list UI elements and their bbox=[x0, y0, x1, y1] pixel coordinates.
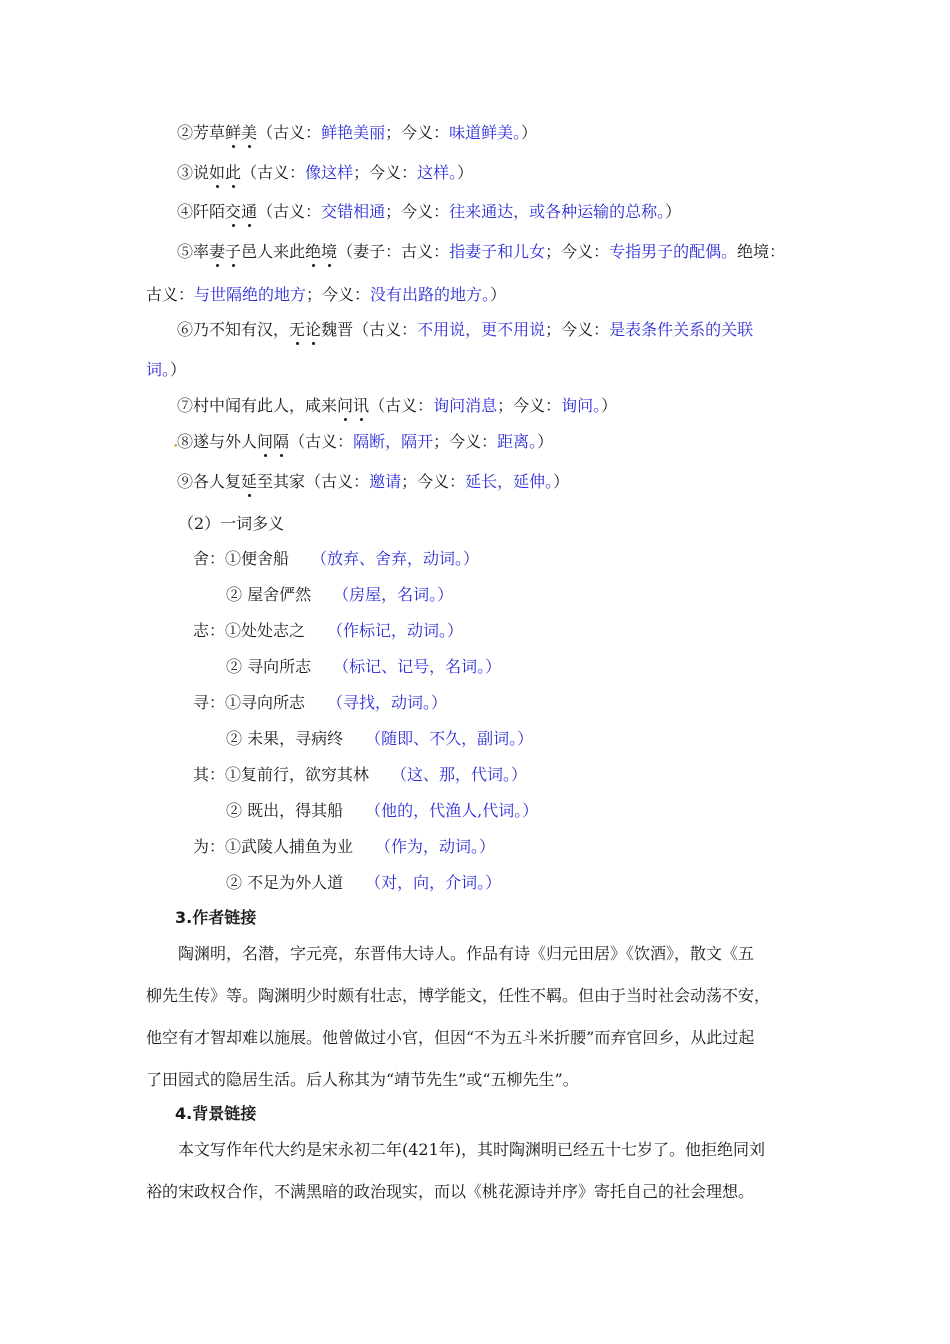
paragraph-line bbox=[146, 1181, 754, 1203]
section-title-2 bbox=[178, 513, 284, 535]
dotted-word: 妻子 bbox=[209, 242, 242, 261]
label-modern: ；今义： bbox=[385, 123, 450, 142]
phrase-post: 魏晋 bbox=[321, 320, 354, 339]
item-number: ② bbox=[226, 873, 243, 892]
phrase-pre: 各人复 bbox=[193, 472, 242, 491]
gujin-item bbox=[177, 122, 537, 144]
dotted-word: 阡陌交通 bbox=[193, 202, 258, 221]
polysemy-char: 寻： bbox=[193, 693, 226, 712]
example-phrase: 未果，寻病终 bbox=[242, 729, 344, 748]
close-paren: ） bbox=[457, 163, 474, 182]
example-phrase: 屋舍俨然 bbox=[242, 585, 312, 604]
gloss: （随即、不久，副词。） bbox=[365, 729, 534, 748]
polysemy-item bbox=[193, 764, 527, 786]
gujin-item bbox=[177, 319, 753, 341]
phrase-mid: 邑人来此 bbox=[241, 242, 306, 261]
polysemy-item bbox=[226, 800, 538, 822]
phrase-pre: 乃不知有汉， bbox=[193, 320, 290, 339]
example-phrase: 便舍船 bbox=[241, 549, 290, 568]
label-modern: ；今义： bbox=[306, 285, 371, 304]
gloss: （他的，代渔人,代词。） bbox=[365, 801, 539, 820]
item-number: ② bbox=[177, 123, 194, 142]
item-number: ① bbox=[225, 621, 242, 640]
item-number: ⑦ bbox=[177, 396, 194, 415]
label-modern: ；今义： bbox=[545, 320, 610, 339]
gujin-item-5-continuation bbox=[146, 284, 506, 306]
gloss: （寻找，动词。） bbox=[327, 693, 448, 712]
modern-meaning: 往来通达，或各种运输的总称。 bbox=[449, 202, 666, 221]
dotted-word: 问讯 bbox=[337, 396, 370, 415]
polysemy-item bbox=[226, 872, 501, 894]
label-modern: ；今义： bbox=[353, 163, 418, 182]
label-ancient: 古义： bbox=[146, 285, 195, 304]
label-modern: ；今义： bbox=[545, 242, 610, 261]
label-modern: ；今义： bbox=[385, 202, 450, 221]
modern-meaning: 味道鲜美。 bbox=[449, 123, 522, 142]
dotted-word: 绝境 bbox=[305, 242, 338, 261]
close-paren: ） bbox=[170, 360, 187, 379]
paragraph-text: 柳先生传》等。陶渊明少时颇有壮志，博学能文，任性不羁。但由于当时社会动荡不安， bbox=[146, 986, 771, 1005]
ancient-meaning: 邀请 bbox=[369, 472, 402, 491]
gloss: （对，向，介词。） bbox=[365, 873, 502, 892]
ancient-meaning: 指妻子和儿女 bbox=[449, 242, 546, 261]
paragraph-text: 裕的宋政权合作，不满黑暗的政治现实，而以《桃花源诗并序》寄托自己的社会理想。 bbox=[146, 1182, 755, 1201]
ancient-meaning: 询问消息 bbox=[433, 396, 498, 415]
item-number: ① bbox=[225, 693, 242, 712]
label-ancient: （妻子：古义： bbox=[337, 242, 450, 261]
example-phrase: 寻向所志 bbox=[242, 657, 312, 676]
paragraph-line bbox=[146, 1069, 579, 1091]
gujin-item-continuation bbox=[146, 359, 186, 381]
item-number: ② bbox=[226, 801, 243, 820]
phrase-pre: 村中闻有此人，咸来 bbox=[193, 396, 338, 415]
label-ancient: （古义： bbox=[369, 396, 434, 415]
item-number: ② bbox=[226, 729, 243, 748]
modern-meaning: 专指男子的配偶。 bbox=[609, 242, 738, 261]
item-number: ④ bbox=[177, 202, 194, 221]
section-title-3 bbox=[175, 907, 256, 929]
close-paren: ） bbox=[665, 202, 682, 221]
paragraph-text: 他空有才智却难以施展。他曾做过小官，但因“不为五斗米折腰”而弃官回乡，从此过起 bbox=[146, 1028, 755, 1047]
dotted-word: 芳草鲜美 bbox=[193, 123, 258, 142]
polysemy-char: 为： bbox=[193, 837, 226, 856]
modern-meaning: 这样。 bbox=[417, 163, 458, 182]
example-phrase: 寻向所志 bbox=[241, 693, 306, 712]
item-number: ① bbox=[225, 765, 242, 784]
modern-meaning-cont: 词。 bbox=[146, 360, 171, 379]
polysemy-char: 志： bbox=[193, 621, 226, 640]
label-ancient: （古义： bbox=[305, 472, 370, 491]
item-number: ③ bbox=[177, 163, 194, 182]
dotted-word: 间隔 bbox=[257, 432, 290, 451]
example-phrase: 处处志之 bbox=[241, 621, 306, 640]
dotted-word: 无论 bbox=[289, 320, 322, 339]
item-number: ① bbox=[225, 549, 242, 568]
polysemy-item bbox=[193, 620, 463, 642]
polysemy-char: 舍： bbox=[193, 549, 226, 568]
label-ancient: （古义： bbox=[241, 163, 306, 182]
ancient-meaning: 交错相通 bbox=[321, 202, 386, 221]
paragraph-text: 本文写作年代大约是宋永初二年(421年)，其时陶渊明已经五十七岁了。他拒绝同刘 bbox=[178, 1140, 766, 1159]
phrase-pre: 率 bbox=[193, 242, 210, 261]
polysemy-item bbox=[226, 584, 453, 606]
label-ancient: （古义： bbox=[353, 320, 418, 339]
modern-meaning: 距离。 bbox=[497, 432, 538, 451]
gloss: （这、那，代词。） bbox=[391, 765, 528, 784]
section-title: （2）一词多义 bbox=[178, 514, 285, 533]
phrase-pre: 遂与外人 bbox=[193, 432, 258, 451]
ancient-meaning: 隔断，隔开 bbox=[353, 432, 434, 451]
gujin-item bbox=[177, 471, 569, 493]
paragraph-line bbox=[146, 1027, 754, 1049]
ancient-meaning: 鲜艳美丽 bbox=[321, 123, 386, 142]
item-number: ⑧ bbox=[177, 432, 194, 451]
gloss: （房屋，名词。） bbox=[333, 585, 454, 604]
gujin-item bbox=[177, 395, 617, 417]
item-number: ② bbox=[226, 585, 243, 604]
gujin-item-5 bbox=[177, 241, 785, 263]
item-number: ① bbox=[225, 837, 242, 856]
paragraph-text: 了田园式的隐居生活。后人称其为“靖节先生”或“五柳先生”。 bbox=[146, 1070, 579, 1089]
dotted-word: 说如此 bbox=[193, 163, 242, 182]
gloss: （标记、记号，名词。） bbox=[333, 657, 502, 676]
polysemy-item bbox=[226, 728, 533, 750]
gujin-item bbox=[177, 431, 553, 453]
modern-meaning: 询问。 bbox=[561, 396, 602, 415]
paragraph-text: 陶渊明，名潜，字元亮，东晋伟大诗人。作品有诗《归元田居》《饮酒》，散文《五 bbox=[178, 944, 755, 963]
label-modern: ；今义： bbox=[497, 396, 562, 415]
dotted-word: 延 bbox=[241, 472, 258, 491]
example-phrase: 既出，得其船 bbox=[242, 801, 344, 820]
label-modern: ；今义： bbox=[401, 472, 466, 491]
close-paren: ） bbox=[490, 285, 507, 304]
modern-meaning: 是表条件关系的关联 bbox=[609, 320, 754, 339]
polysemy-item bbox=[193, 692, 447, 714]
paragraph-line bbox=[178, 1139, 765, 1161]
close-paren: ） bbox=[553, 472, 570, 491]
close-paren: ） bbox=[521, 123, 538, 142]
example-phrase: 武陵人捕鱼为业 bbox=[241, 837, 354, 856]
polysemy-item bbox=[226, 656, 501, 678]
edit-mark-icon: • bbox=[173, 442, 179, 452]
ancient-meaning: 不用说，更不用说 bbox=[417, 320, 546, 339]
item-number: ⑤ bbox=[177, 242, 194, 261]
example-phrase: 不足为外人道 bbox=[242, 873, 344, 892]
modern-meaning: 延长，延伸。 bbox=[465, 472, 554, 491]
polysemy-item bbox=[193, 548, 479, 570]
example-phrase: 复前行，欲穷其林 bbox=[241, 765, 370, 784]
polysemy-char: 其： bbox=[193, 765, 226, 784]
paragraph-line bbox=[146, 985, 770, 1007]
gloss: （作为，动词。） bbox=[375, 837, 496, 856]
gloss: （作标记，动词。） bbox=[327, 621, 464, 640]
label-ancient: （古义： bbox=[257, 202, 322, 221]
ancient-meaning: 与世隔绝的地方 bbox=[194, 285, 307, 304]
phrase-post: 至其家 bbox=[257, 472, 306, 491]
label-ancient: （古义： bbox=[257, 123, 322, 142]
gujin-item bbox=[177, 201, 681, 223]
gloss: （放弃、舍弃，动词。） bbox=[311, 549, 480, 568]
paragraph-line bbox=[178, 943, 754, 965]
section-heading: 3.作者链接 bbox=[175, 908, 257, 927]
label-ancient: （古义： bbox=[289, 432, 354, 451]
section-heading: 4.背景链接 bbox=[175, 1104, 257, 1123]
polysemy-item bbox=[193, 836, 495, 858]
ancient-meaning: 像这样 bbox=[305, 163, 354, 182]
close-paren: ） bbox=[537, 432, 554, 451]
label-modern: ；今义： bbox=[433, 432, 498, 451]
section-title-4 bbox=[175, 1103, 256, 1125]
close-paren: ） bbox=[601, 396, 618, 415]
item-number: ② bbox=[226, 657, 243, 676]
item-number: ⑨ bbox=[177, 472, 194, 491]
item-number: ⑥ bbox=[177, 320, 194, 339]
label-juejing: 绝境： bbox=[737, 242, 786, 261]
gujin-item bbox=[177, 162, 473, 184]
modern-meaning: 没有出路的地方。 bbox=[370, 285, 491, 304]
